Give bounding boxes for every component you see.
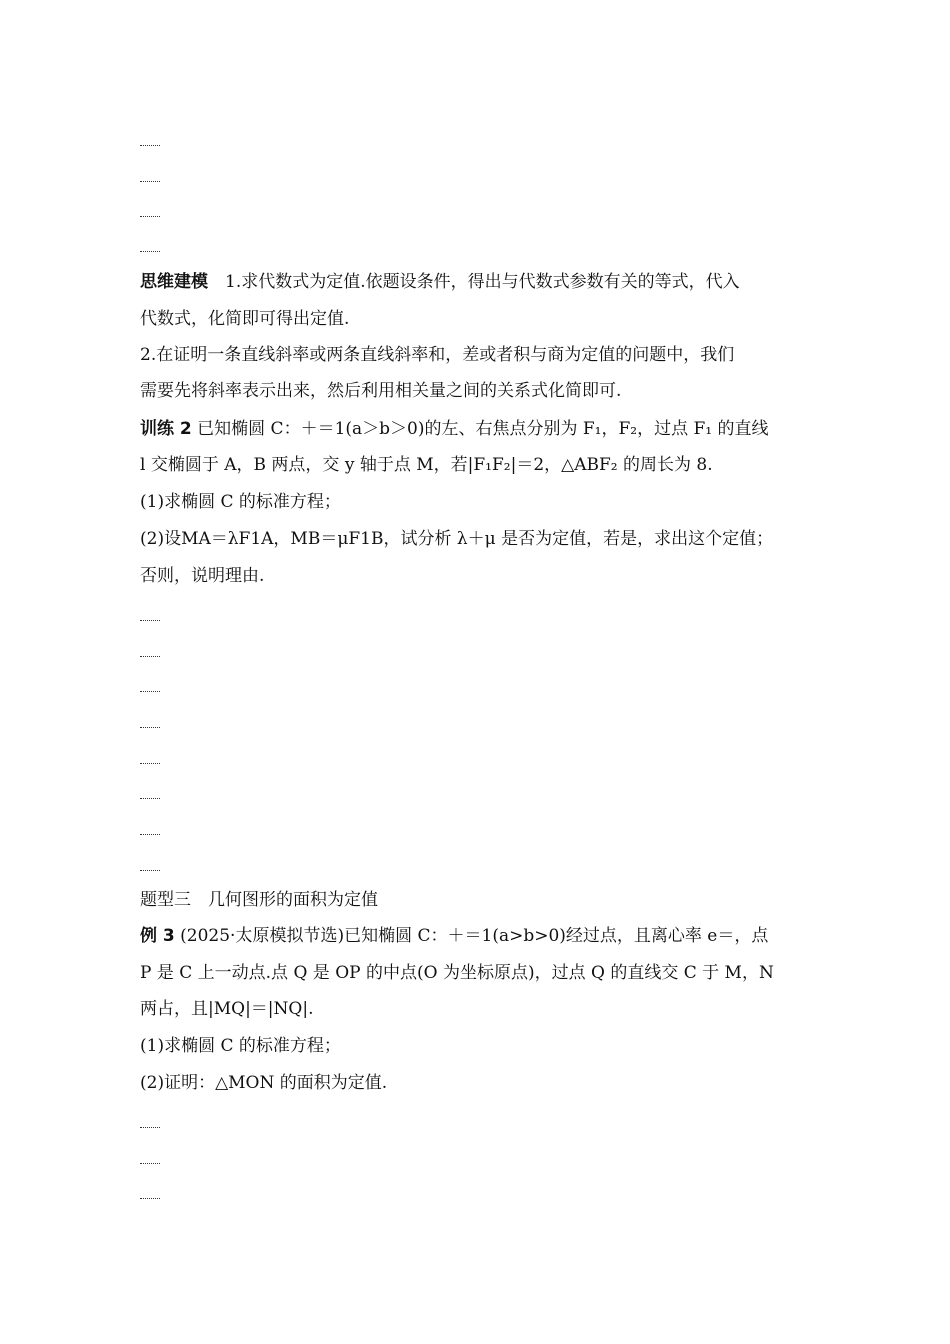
section-title: 题型三 几何图形的面积为定值	[140, 890, 378, 910]
training-line: l 交椭圆于 A，B 两点，交 y 轴于点 M，若|F₁F₂|＝2，△ABF₂ 的周长为 8.	[140, 455, 713, 475]
answer-blank-line	[140, 691, 160, 694]
answer-blank-line	[140, 1198, 160, 1201]
example-line: P 是 C 上一动点.点 Q 是 OP 的中点(O 为坐标原点)，过点 Q 的直线交 C 于 M，N	[140, 963, 774, 983]
modeling-paragraph-line	[140, 272, 820, 292]
modeling-title: 思维建模	[140, 272, 208, 292]
modeling-paragraph-line: 2.在证明一条直线斜率或两条直线斜率和，差或者积与商为定值的问题中，我们	[140, 345, 735, 365]
training-question: (1)求椭圆 C 的标准方程；	[140, 492, 341, 512]
example-question: (2)证明：△MON 的面积为定值.	[140, 1073, 388, 1093]
training-label: 训练 2	[140, 419, 192, 439]
answer-blank-line	[140, 870, 160, 873]
example-question: (1)求椭圆 C 的标准方程；	[140, 1036, 341, 1056]
answer-blank-line	[140, 1127, 160, 1130]
answer-blank-line	[140, 216, 160, 219]
modeling-paragraph-line: 代数式，化简即可得出定值.	[140, 309, 350, 329]
answer-blank-line	[140, 145, 160, 148]
modeling-text: 1.求代数式为定值.依题设条件，得出与代数式参数有关的等式，代入	[225, 272, 740, 292]
example-line: 两占，且|MQ|＝|NQ|.	[140, 999, 314, 1019]
answer-blank-line	[140, 798, 160, 801]
training-question: 否则，说明理由.	[140, 566, 265, 586]
training-line	[140, 419, 820, 439]
modeling-paragraph-line: 需要先将斜率表示出来，然后利用相关量之间的关系式化简即可.	[140, 381, 622, 401]
answer-blank-line	[140, 620, 160, 623]
example-label: 例 3	[140, 926, 175, 946]
answer-blank-line	[140, 251, 160, 254]
answer-blank-line	[140, 763, 160, 766]
example-line	[140, 926, 820, 946]
training-text: 已知椭圆 C：＋＝1(a＞b＞0)的左、右焦点分别为 F₁，F₂，过点 F₁ 的直线	[197, 419, 769, 439]
answer-blank-line	[140, 656, 160, 659]
training-question: (2)设MA＝λF1A，MB＝μF1B，试分析 λ＋μ 是否为定值，若是，求出这个定值；	[140, 529, 774, 549]
answer-blank-line	[140, 1163, 160, 1166]
answer-blank-line	[140, 181, 160, 184]
example-text: (2025·太原模拟节选)已知椭圆 C：＋＝1(a>b>0)经过点，且离心率 e＝，点	[180, 926, 769, 946]
answer-blank-line	[140, 727, 160, 730]
answer-blank-line	[140, 834, 160, 837]
